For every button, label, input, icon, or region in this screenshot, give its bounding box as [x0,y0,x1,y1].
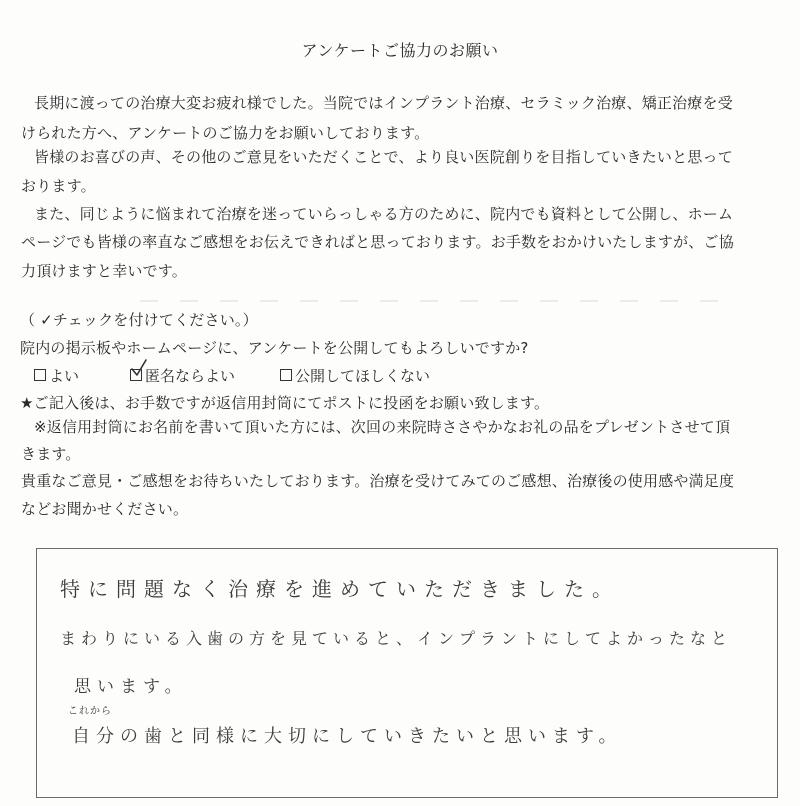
checkbox-ok[interactable] [34,369,46,381]
publish-question: 院内の掲示板やホームページに、アンケートを公開してもよろしいですか? [20,339,529,357]
handwritten-line: 思います。 [74,677,188,697]
handwritten-line: まわりにいる入歯の方を見ていると、インプラントにしてよかったなと [60,629,733,648]
handwritten-insertion: これから [68,706,112,717]
faint-scan-dashes [140,298,740,304]
option-anonymous-label: 匿名ならよい [145,367,236,385]
option-decline[interactable] [280,365,430,386]
request-line: 貴重なご意見・ご感想をお待ちいたしております。治療を受けてみてのご感想、治療後の使用感や満足度 [21,472,735,490]
survey-title: アンケートご協力のお願い [301,41,499,60]
handwritten-line: 自分の歯と同様に大切にしていきたいと思います。 [72,726,623,747]
intro-line: ページでも皆様の率直なご感想をお伝えできればと思っております。お手数をおかけいたしますが、ご協 [21,233,734,251]
request-line: などお聞かせください。 [21,500,189,518]
intro-line: 皆様のお喜びの声、その他のご意見をいただくことで、より良い医院創りを目指していきたいと思って [34,148,733,166]
intro-line: また、同じように悩まれて治療を迷っていらっしゃる方のために、院内でも資料として公開し、ホーム [34,205,734,223]
intro-line: 力頂けますと幸いです。 [21,262,188,280]
option-anonymous[interactable] [130,365,235,386]
handwritten-line: 特に問題なく治療を進めていただきました。 [60,577,620,601]
note-return: ※返信用封筒にお名前を書いて頂いた方には、次回の来院時ささやかなお礼の品をプレゼントさせて頂 [34,418,731,436]
check-instruction: （ ✓チェックを付けてください。） [20,311,258,329]
intro-line: 長期に渡っての治療大変お疲れ様でした。当院ではインプラント治療、セラミック治療、矯正治療を受 [34,94,733,112]
intro-line: おります。 [21,177,96,195]
option-ok[interactable] [34,365,79,386]
intro-line: けられた方へ、アンケートのご協力をお願いしております。 [21,124,430,142]
note-star: ★ご記入後は、お手数ですが返信用封筒にてポストに投函をお願い致します。 [20,394,550,412]
option-decline-label: 公開してほしくない [295,367,431,385]
option-ok-label: よい [49,367,80,385]
checkbox-decline[interactable] [280,369,292,381]
checkbox-anonymous[interactable] [130,369,142,381]
note-return: きます。 [21,445,81,463]
checkmark-icon [130,358,152,380]
